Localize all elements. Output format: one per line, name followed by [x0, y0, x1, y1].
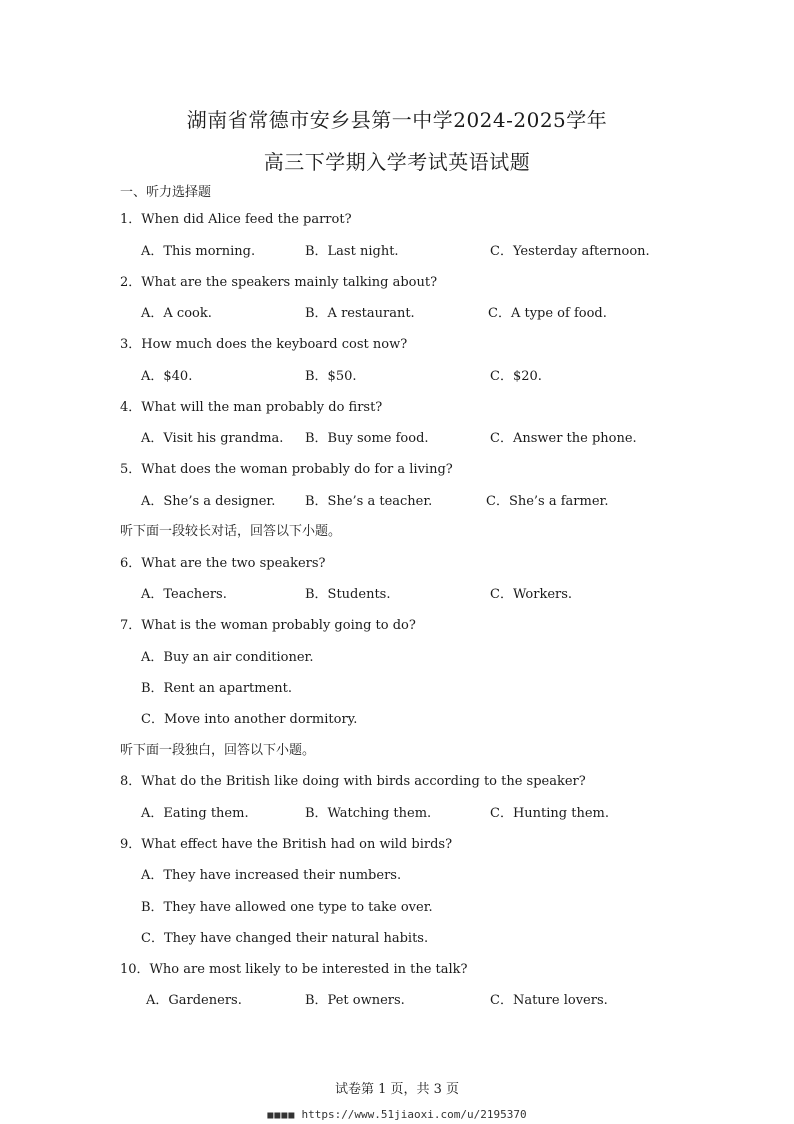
option-b: B．Last night.: [305, 244, 399, 259]
instruction-long-dialogue: 听下面一段较长对话，回答以下小题。: [120, 524, 342, 539]
option-a: A．They have increased their numbers.: [141, 868, 402, 883]
question-stem: 9．What effect have the British had on wild birds?: [120, 837, 453, 852]
option-b: B．Rent an apartment.: [141, 681, 293, 696]
question-stem: 1．When did Alice feed the parrot?: [120, 212, 352, 227]
decor-marks: ■■■■: [267, 1110, 296, 1121]
instruction-monologue: 听下面一段独白，回答以下小题。: [120, 743, 316, 758]
option-b: B．$50.: [305, 369, 357, 384]
question-stem: 3．How much does the keyboard cost now?: [120, 337, 408, 352]
option-a: A．Buy an air conditioner.: [141, 650, 314, 665]
source-footer: [0, 1108, 794, 1121]
source-url[interactable]: https://www.51jiaoxi.com/u/2195370: [301, 1108, 527, 1121]
option-c: C．Move into another dormitory.: [141, 712, 358, 727]
page-number: 试卷第 1 页，共 3 页: [334, 1082, 460, 1097]
question-stem: 6．What are the two speakers?: [120, 556, 326, 571]
option-c: C．Yesterday afternoon.: [490, 244, 650, 259]
option-b: B．A restaurant.: [305, 306, 415, 321]
option-c: C．Workers.: [490, 587, 573, 602]
question-stem: 7．What is the woman probably going to do?: [120, 618, 416, 633]
doc-title-line2: 高三下学期入学考试英语试题: [263, 150, 531, 174]
option-b: B．Pet owners.: [305, 993, 405, 1008]
option-a: A．Eating them.: [141, 806, 249, 821]
option-a: A．She’s a designer.: [141, 494, 276, 509]
option-b: B．She’s a teacher.: [305, 494, 433, 509]
option-b: B．Buy some food.: [305, 431, 429, 446]
option-a: A．Visit his grandma.: [141, 431, 284, 446]
question-stem: 8．What do the British like doing with birds according to the speaker?: [120, 774, 586, 789]
option-c: C．They have changed their natural habits.: [141, 931, 429, 946]
option-c: C．A type of food.: [488, 306, 607, 321]
question-stem: 5．What does the woman probably do for a living?: [120, 462, 453, 477]
option-c: C．Nature lovers.: [490, 993, 608, 1008]
option-c: C．$20.: [490, 369, 542, 384]
option-a: A．A cook.: [141, 306, 212, 321]
question-stem: 2．What are the speakers mainly talking about?: [120, 275, 438, 290]
option-c: C．Answer the phone.: [490, 431, 637, 446]
option-a: A．Teachers.: [141, 587, 227, 602]
question-stem: 4．What will the man probably do first?: [120, 400, 383, 415]
section-heading: 一、听力选择题: [120, 185, 212, 200]
option-a: A．$40.: [141, 369, 193, 384]
option-c: C．She’s a farmer.: [486, 494, 609, 509]
option-b: B．They have allowed one type to take over.: [141, 900, 433, 915]
option-a: A．Gardeners.: [146, 993, 242, 1008]
question-stem: 10．Who are most likely to be interested in the talk?: [120, 962, 468, 977]
doc-title-line1: 湖南省常德市安乡县第一中学2024-2025学年: [186, 108, 608, 132]
option-a: A．This morning.: [141, 244, 256, 259]
option-b: B．Watching them.: [305, 806, 432, 821]
option-c: C．Hunting them.: [490, 806, 609, 821]
option-b: B．Students.: [305, 587, 391, 602]
